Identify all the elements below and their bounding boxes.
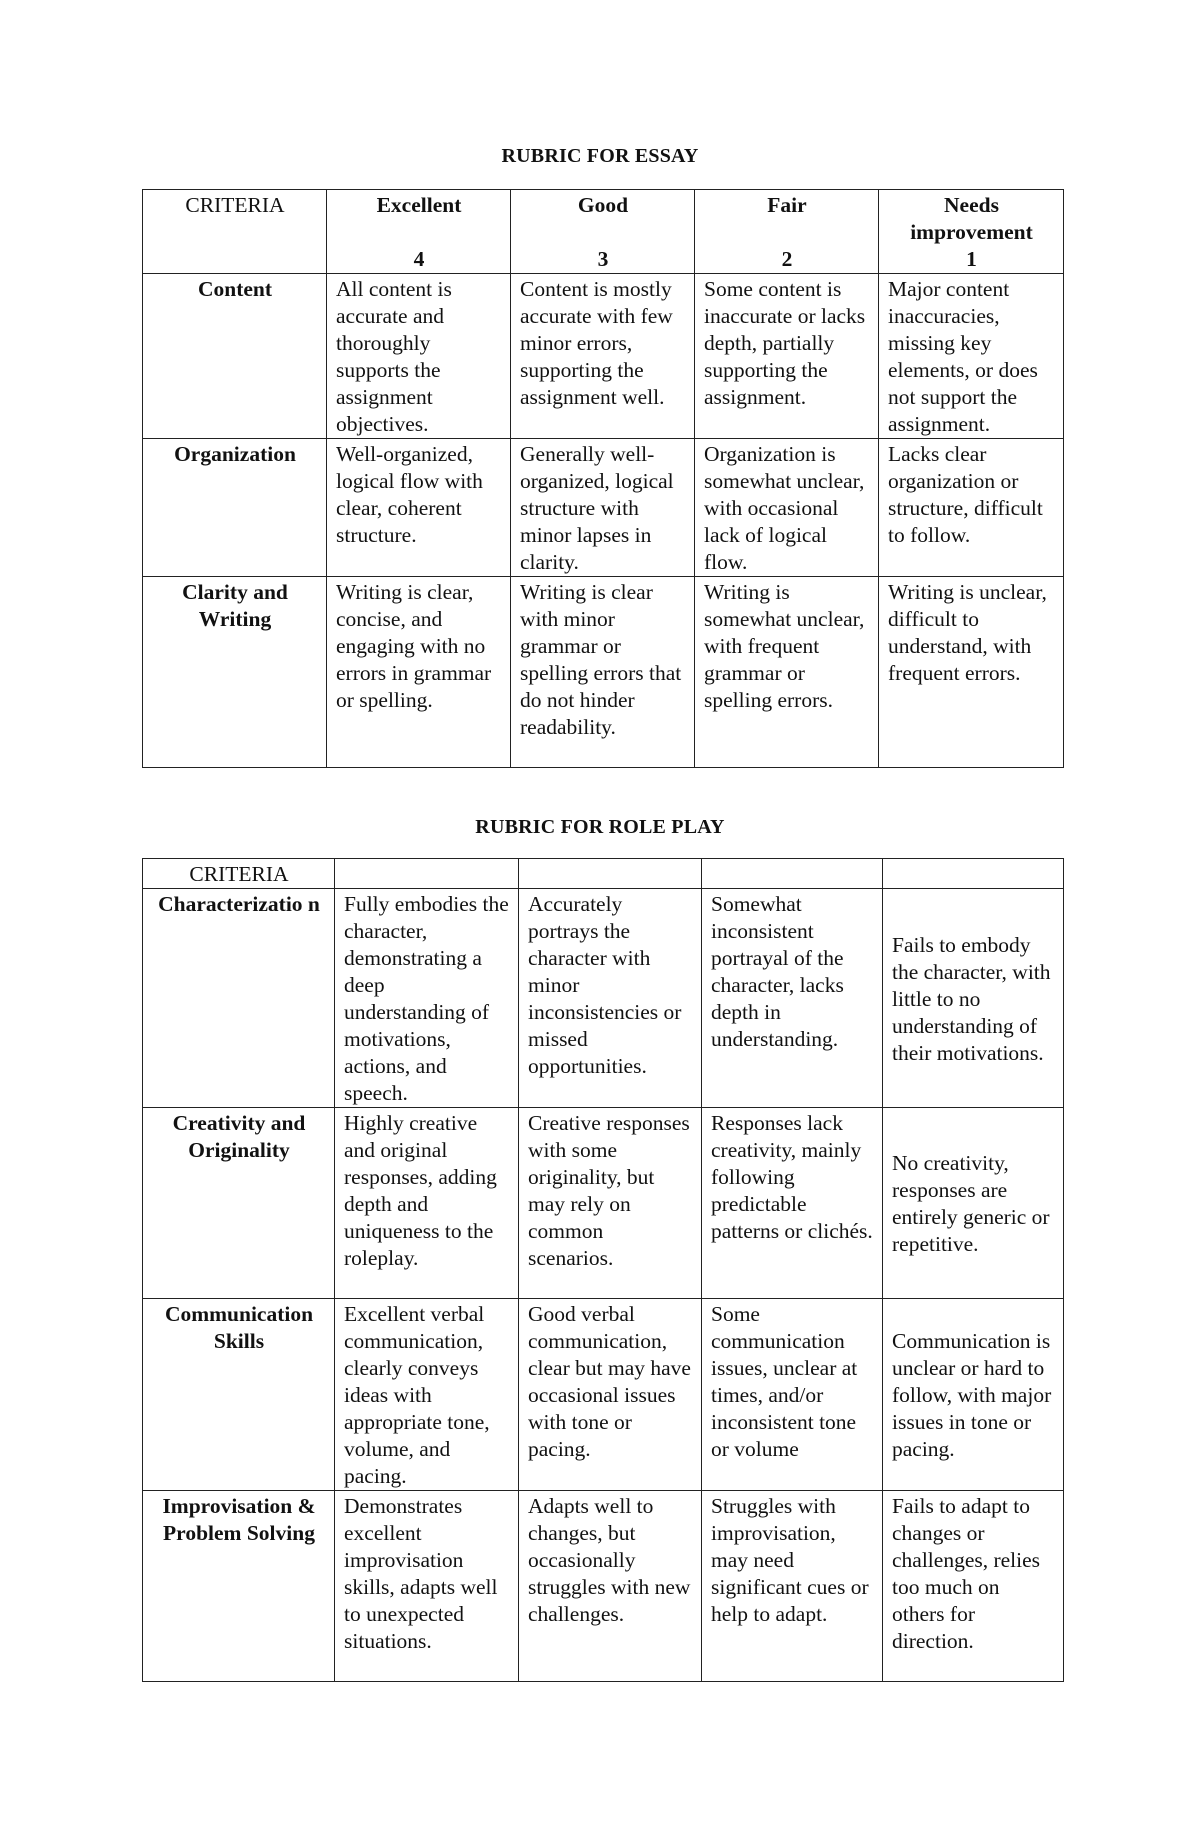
essay-header-excellent (327, 190, 511, 274)
roleplay-row-communication (143, 1299, 1064, 1491)
roleplay-cell: Responses lack creativity, mainly following predictable patterns or clichés. (702, 1108, 883, 1299)
essay-criterion: Clarity and Writing (143, 577, 327, 768)
roleplay-cell: Somewhat inconsistent portrayal of the character, lacks depth in understanding. (702, 889, 883, 1108)
essay-cell-good: Content is mostly accurate with few minor errors, supporting the assignment well. (511, 274, 695, 439)
essay-header-fair-score: 2 (781, 247, 793, 271)
essay-cell-good: Generally well-organized, logical structure with minor lapses in clarity. (511, 439, 695, 577)
roleplay-rubric-title: RUBRIC FOR ROLE PLAY (475, 816, 725, 838)
essay-cell-fair: Some content is inaccurate or lacks depth, partially supporting the assignment. (695, 274, 879, 439)
essay-cell-excellent: Well-organized, logical flow with clear, coherent structure. (327, 439, 511, 577)
essay-cell-needs: Writing is unclear, difficult to understand, with frequent errors. (879, 577, 1064, 768)
roleplay-cell: Fails to embody the character, with little to no understanding of their motivations. (883, 889, 1064, 1108)
roleplay-header-empty (519, 859, 702, 889)
essay-header-good (511, 190, 695, 274)
roleplay-header-row (143, 859, 1064, 889)
essay-cell-fair: Organization is somewhat unclear, with occasional lack of logical flow. (695, 439, 879, 577)
roleplay-cell: No creativity, responses are entirely generic or repetitive. (883, 1108, 1064, 1299)
roleplay-criterion: Communication Skills (143, 1299, 335, 1491)
roleplay-cell: Accurately portrays the character with minor inconsistencies or missed opportunities. (519, 889, 702, 1108)
essay-rubric-table (142, 189, 1064, 768)
essay-cell-excellent: All content is accurate and thoroughly supports the assignment objectives. (327, 274, 511, 439)
essay-header-excellent-label: Excellent (376, 193, 462, 217)
roleplay-cell: Fully embodies the character, demonstrating a deep understanding of motivations, actions, and speech. (335, 889, 519, 1108)
roleplay-cell: Good verbal communication, clear but may have occasional issues with tone or pacing. (519, 1299, 702, 1491)
roleplay-cell: Fails to adapt to changes or challenges, relies too much on others for direction. (883, 1491, 1064, 1682)
essay-header-needs (879, 190, 1064, 274)
roleplay-row-characterization (143, 889, 1064, 1108)
essay-header-needs-score: 1 (966, 247, 977, 271)
essay-cell-fair: Writing is somewhat unclear, with frequent grammar or spelling errors. (695, 577, 879, 768)
roleplay-row-creativity (143, 1108, 1064, 1299)
roleplay-cell: Demonstrates excellent improvisation skills, adapts well to unexpected situations. (335, 1491, 519, 1682)
essay-header-fair-label: Fair (767, 193, 807, 217)
essay-header-fair (695, 190, 879, 274)
roleplay-header-criteria: CRITERIA (143, 859, 335, 889)
roleplay-header-empty (702, 859, 883, 889)
essay-row-organization (143, 439, 1064, 577)
essay-header-row (143, 190, 1064, 274)
roleplay-cell: Adapts well to changes, but occasionally struggles with new challenges. (519, 1491, 702, 1682)
roleplay-cell: Highly creative and original responses, adding depth and uniqueness to the roleplay. (335, 1108, 519, 1299)
roleplay-cell: Some communication issues, unclear at times, and/or inconsistent tone or volume (702, 1299, 883, 1491)
essay-header-good-score: 3 (597, 247, 609, 271)
essay-header-excellent-score: 4 (413, 247, 425, 271)
roleplay-header-empty (335, 859, 519, 889)
roleplay-criterion: Creativity and Originality (143, 1108, 335, 1299)
essay-cell-excellent: Writing is clear, concise, and engaging with no errors in grammar or spelling. (327, 577, 511, 768)
essay-header-criteria: CRITERIA (143, 190, 327, 274)
roleplay-cell: Creative responses with some originality, but may rely on common scenarios. (519, 1108, 702, 1299)
roleplay-row-improvisation (143, 1491, 1064, 1682)
roleplay-rubric-table (142, 858, 1064, 1682)
essay-cell-needs: Lacks clear organization or structure, difficult to follow. (879, 439, 1064, 577)
roleplay-cell: Struggles with improvisation, may need significant cues or help to adapt. (702, 1491, 883, 1682)
roleplay-cell: Communication is unclear or hard to follow, with major issues in tone or pacing. (883, 1299, 1064, 1491)
essay-cell-good: Writing is clear with minor grammar or spelling errors that do not hinder readability. (511, 577, 695, 768)
essay-header-good-label: Good (577, 193, 629, 217)
essay-header-needs-label: Needs improvement (910, 193, 1033, 244)
roleplay-criterion: Improvisation & Problem Solving (143, 1491, 335, 1682)
essay-criterion: Content (143, 274, 327, 439)
essay-cell-needs: Major content inaccuracies, missing key elements, or does not support the assignment. (879, 274, 1064, 439)
roleplay-header-empty (883, 859, 1064, 889)
essay-row-clarity (143, 577, 1064, 768)
essay-rubric-title: RUBRIC FOR ESSAY (501, 145, 699, 167)
essay-criterion: Organization (143, 439, 327, 577)
roleplay-cell: Excellent verbal communication, clearly conveys ideas with appropriate tone, volume, and pacing. (335, 1299, 519, 1491)
roleplay-criterion: Characterizatio n (143, 889, 335, 1108)
essay-row-content (143, 274, 1064, 439)
